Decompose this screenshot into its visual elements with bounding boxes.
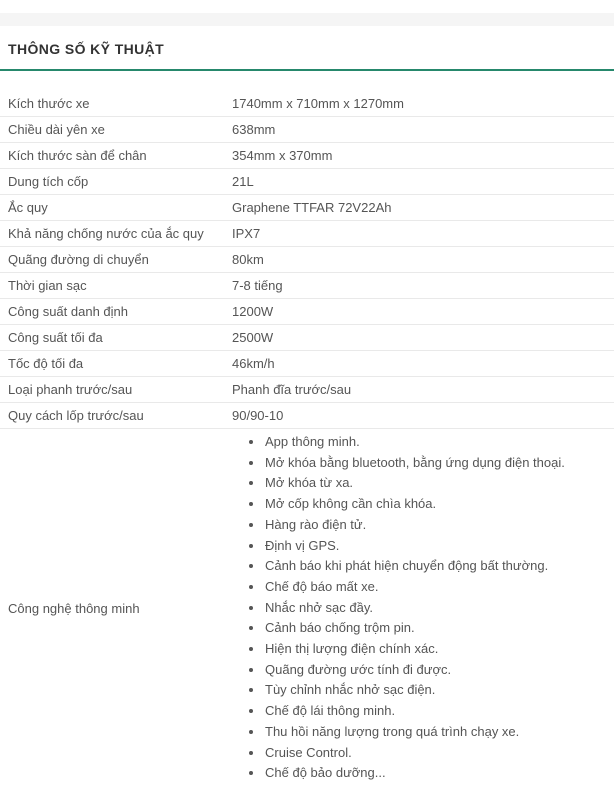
spec-row-quang-duong-di-chuyen bbox=[0, 247, 614, 273]
spec-label: Thời gian sạc bbox=[8, 277, 87, 293]
spec-row-cong-nghe-thong-minh bbox=[0, 429, 614, 788]
spec-value: Graphene TTFAR 72V22Ah bbox=[232, 199, 392, 215]
spec-label: Loại phanh trước/sau bbox=[8, 381, 133, 397]
smart-feature-item: • Chế độ lái thông minh. bbox=[264, 701, 614, 722]
spec-row-loai-phanh bbox=[0, 377, 614, 403]
spec-value: 80km bbox=[232, 251, 264, 267]
smart-feature-item: • Mở khóa bằng bluetooth, bằng ứng dụng điện thoại. bbox=[264, 453, 614, 474]
spec-value: 1740mm x 710mm x 1270mm bbox=[232, 95, 404, 111]
spec-label: Quãng đường di chuyển bbox=[8, 251, 149, 267]
spec-row-thoi-gian-sac bbox=[0, 273, 614, 299]
smart-feature-item: • Chế độ bảo dưỡng... bbox=[264, 763, 614, 784]
spec-label: Tốc độ tối đa bbox=[8, 355, 84, 371]
spec-label: Kích thước sàn để chân bbox=[8, 147, 147, 163]
spec-label: Công suất danh định bbox=[8, 303, 128, 319]
smart-feature-item: • Mở khóa từ xa. bbox=[264, 473, 614, 494]
spec-row-chong-nuoc-ac-quy bbox=[0, 221, 614, 247]
spec-table bbox=[0, 91, 614, 788]
smart-feature-item: • Mở cốp không cần chìa khóa. bbox=[264, 494, 614, 515]
smart-feature-item: • Hàng rào điện tử. bbox=[264, 515, 614, 536]
spec-value: 1200W bbox=[232, 303, 274, 319]
smart-feature-item: • Tùy chỉnh nhắc nhở sạc điện. bbox=[264, 680, 614, 701]
accent-underline bbox=[0, 69, 614, 71]
spec-row-dung-tich-cop bbox=[0, 169, 614, 195]
spec-label: Chiều dài yên xe bbox=[8, 121, 105, 137]
spec-value: 7-8 tiếng bbox=[232, 277, 283, 293]
spec-row-kich-thuoc-san-de-chan bbox=[0, 143, 614, 169]
spec-value bbox=[224, 429, 614, 788]
spec-value: 46km/h bbox=[232, 355, 275, 371]
smart-feature-item: • Cảnh báo khi phát hiện chuyển động bất thường. bbox=[264, 556, 614, 577]
spec-row-ac-quy bbox=[0, 195, 614, 221]
spec-label: Dung tích cốp bbox=[8, 173, 89, 189]
spec-row-cong-suat-danh-dinh bbox=[0, 299, 614, 325]
smart-feature-item: • Định vị GPS. bbox=[264, 536, 614, 557]
smart-feature-item: • Chế độ báo mất xe. bbox=[264, 577, 614, 598]
page-title: THÔNG SỐ KỸ THUẬT bbox=[8, 41, 165, 57]
spec-label: Quy cách lốp trước/sau bbox=[8, 407, 144, 423]
top-divider-bar bbox=[0, 13, 614, 26]
spec-value: IPX7 bbox=[232, 225, 261, 241]
spec-label: Ắc quy bbox=[8, 199, 48, 215]
smart-feature-item: • Nhắc nhở sạc đầy. bbox=[264, 598, 614, 619]
smart-feature-item: • Thu hồi năng lượng trong quá trình chạy xe. bbox=[264, 722, 614, 743]
spec-value: Phanh đĩa trước/sau bbox=[232, 381, 352, 397]
spec-value: 21L bbox=[232, 173, 254, 189]
spec-row-chieu-dai-yen-xe bbox=[0, 117, 614, 143]
spec-row-kich-thuoc-xe bbox=[0, 91, 614, 117]
smart-feature-item: • Cảnh báo chống trộm pin. bbox=[264, 618, 614, 639]
smart-features-list bbox=[232, 432, 614, 784]
spec-row-toc-do-toi-da bbox=[0, 351, 614, 377]
spec-label: Khả năng chống nước của ắc quy bbox=[8, 225, 204, 241]
spec-value: 2500W bbox=[232, 329, 274, 345]
spec-label: Công suất tối đa bbox=[8, 329, 103, 345]
smart-feature-item: • Cruise Control. bbox=[264, 743, 614, 764]
spec-row-quy-cach-lop bbox=[0, 403, 614, 429]
spec-value: 90/90-10 bbox=[232, 407, 284, 423]
smart-feature-item: • Hiện thị lượng điện chính xác. bbox=[264, 639, 614, 660]
spec-value: 354mm x 370mm bbox=[232, 147, 333, 163]
spec-value: 638mm bbox=[232, 121, 276, 137]
spec-row-cong-suat-toi-da bbox=[0, 325, 614, 351]
spec-label: Công nghệ thông minh bbox=[8, 601, 140, 617]
spec-label: Kích thước xe bbox=[8, 95, 90, 111]
smart-feature-item: • Quãng đường ước tính đi được. bbox=[264, 660, 614, 681]
smart-feature-item: • App thông minh. bbox=[264, 432, 614, 453]
